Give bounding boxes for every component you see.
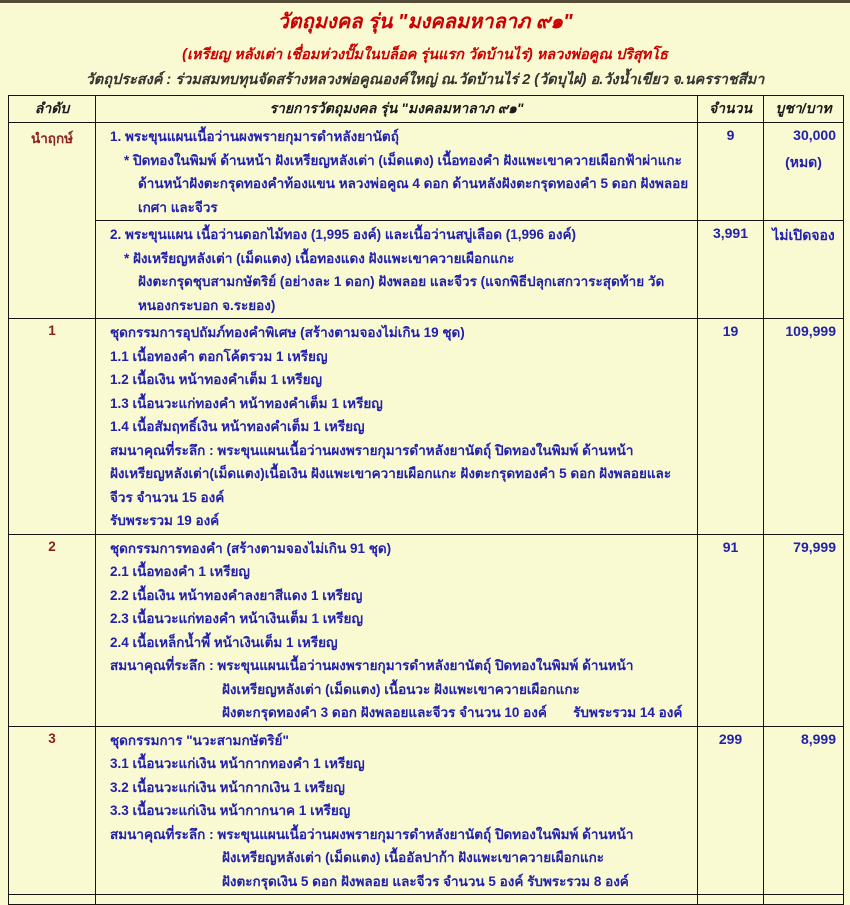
price-value: 109,999 <box>785 323 836 339</box>
price-cell <box>764 726 844 895</box>
page-purpose-line: วัตถุประสงค์ : ร่วมสมทบทุนจัดสร้างหลวงพ่อคูณองค์ใหญ่ ณ.วัดบ้านไร่ 2 (วัดบุไผ่) อ.วังน้ำเขียว จ.นครราชสีมา <box>85 72 765 88</box>
item-line: 2.3 เนื้อนวะแก่ทองคำ หน้าเงินเต็ม 1 เหรียญ <box>110 611 363 626</box>
item-line: * ปิดทองในพิมพ์ ด้านหน้า ฝังเหรียญหลังเต่า (เม็ดแตง) เนื้อทองคำ ฝังแพะเขาควายเผือกฟ้าผ่าแกะ <box>124 152 682 168</box>
item-line: ฝังตะกรุดเงิน 5 ดอก ฝังพลอย และจีวร จำนวน 5 องค์ รับพระรวม 8 องค์ <box>222 873 629 889</box>
item-line: ชุดกรรมการ "นวะสามกษัตริย์" <box>110 732 289 748</box>
qty-cell: 3,991 <box>698 221 764 319</box>
item-line: สมนาคุณที่ระลึก : พระขุนแผนเนื้อว่านผงพรายกุมารดำหลังยานัตถุ์ ปิดทองในพิมพ์ ด้านหน้า <box>110 826 634 842</box>
page-subtitle: (เหรียญ หลังเต่า เชื่อมห่วงปั๊มในบล็อค รุ่นแรก วัดบ้านไร่) หลวงพ่อคูณ ปริสุทโธ <box>182 47 668 63</box>
item-line: ชุดกรรมการอุปถัมภ์ทองคำพิเศษ (สร้างตามจองไม่เกิน 19 ชุด) <box>110 325 465 340</box>
item-line: 3.3 เนื้อนวะแก่เงิน หน้ากากนาค 1 เหรียญ <box>110 803 351 818</box>
item-line: ฝังเหรียญหลังเต่า(เม็ดแตง)เนื้อเงิน ฝังแพะเขาควายเผือกแกะ ฝังตะกรุดทองคำ 5 ดอก ฝังพลอยและจีวร จำนวน 15 องค์ <box>110 466 672 505</box>
price-value: 79,999 <box>793 538 836 555</box>
item-line: ฝังเหรียญหลังเต่า (เม็ดแตง) เนื้ออัลปาก้า ฝังแพะเขาควายเผือกแกะ <box>222 850 605 865</box>
table-row <box>9 221 844 319</box>
order-cell: 3 <box>9 726 96 895</box>
item-cell <box>96 319 698 535</box>
price-cell <box>764 221 844 319</box>
item-cell <box>96 726 698 895</box>
top-edge-strip <box>0 0 850 3</box>
qty-cell: 9 <box>698 123 764 221</box>
item-line: รับพระรวม 19 องค์ <box>110 513 220 528</box>
table-row <box>9 319 844 535</box>
page-title: วัตถุมงคล รุ่น "มงคลมหาลาภ ๙๑" <box>277 11 573 33</box>
price-cell <box>764 123 844 221</box>
item-line: ฝังตะกรุดชุบสามกษัตริย์ (อย่างละ 1 ดอก) ฝังพลอย และจีวร (แจกพิธีปลุกเสกวาระสุดท้าย วัดหนองกระบอก จ.ระยอง) <box>138 274 665 313</box>
qty-cell: 19 <box>698 319 764 535</box>
table-row <box>9 726 844 895</box>
empty-cell <box>764 895 844 905</box>
price-cell <box>764 319 844 535</box>
amulet-price-table <box>8 95 844 905</box>
price-note: (หมด) <box>785 154 822 170</box>
item-cell <box>96 534 698 726</box>
item-line: 1.4 เนื้อสัมฤทธิ์เงิน หน้าทองคำเต็ม 1 เหรียญ <box>110 419 365 434</box>
empty-cell <box>9 895 96 905</box>
item-line: 3.1 เนื้อนวะแก่เงิน หน้ากากทองคำ 1 เหรียญ <box>110 756 365 771</box>
col-header-item: รายการวัตถุมงคล รุ่น "มงคลมหาลาภ ๙๑" <box>96 96 698 123</box>
item-line: 1.1 เนื้อทองคำ ตอกโค้ตรวม 1 เหรียญ <box>110 348 328 364</box>
item-line: ฝังเหรียญหลังเต่า (เม็ดแตง) เนื้อนวะ ฝังแพะเขาควายเผือกแกะ <box>222 681 580 697</box>
col-header-price: บูชา/บาท <box>764 96 844 123</box>
col-header-order: ลำดับ <box>9 96 96 123</box>
item-line: 2. พระขุนแผน เนื้อว่านดอกไม้ทอง (1,995 องค์) และเนื้อว่านสบู่เลือด (1,996 องค์) <box>110 227 577 242</box>
item-line: * ฝังเหรียญหลังเต่า (เม็ดแตง) เนื้อทองแดง ฝังแพะเขาควายเผือกแกะ <box>124 250 515 266</box>
col-header-qty: จำนวน <box>698 96 764 123</box>
item-cell <box>96 123 698 221</box>
item-line: ฝังตะกรุดทองคำ 3 ดอก ฝังพลอยและจีวร จำนวน 10 องค์ รับพระรวม 14 องค์ <box>222 705 683 720</box>
price-value: ไม่เปิดจอง <box>772 227 835 243</box>
price-cell <box>764 534 844 726</box>
item-line: สมนาคุณที่ระลึก : พระขุนแผนเนื้อว่านผงพรายกุมารดำหลังยานัตถุ์ ปิดทองในพิมพ์ ด้านหน้า <box>110 442 634 458</box>
order-cell: 2 <box>9 534 96 726</box>
order-cell: นำฤกษ์ <box>9 123 96 319</box>
item-line: 3.2 เนื้อนวะแก่เงิน หน้ากากเงิน 1 เหรียญ <box>110 779 345 795</box>
item-line: 2.1 เนื้อทองคำ 1 เหรียญ <box>110 564 250 579</box>
order-cell: 1 <box>9 319 96 535</box>
table-row <box>9 123 844 221</box>
item-cell <box>96 221 698 319</box>
table-row <box>9 534 844 726</box>
item-line: ด้านหน้าฝังตะกรุดทองคำท้องแขน หลวงพ่อคูณ 4 ดอก ด้านหลังฝังตะกรุดทองคำ 5 ดอก ฝังพลอย เกศา และจีวร <box>138 176 692 215</box>
qty-cell: 91 <box>698 534 764 726</box>
price-value: 8,999 <box>800 730 836 747</box>
price-value: 30,000 <box>793 127 836 143</box>
item-line: 1.2 เนื้อเงิน หน้าทองคำเต็ม 1 เหรียญ <box>110 372 323 387</box>
item-line: สมนาคุณที่ระลึก : พระขุนแผนเนื้อว่านผงพรายกุมารดำหลังยานัตถุ์ ปิดทองในพิมพ์ ด้านหน้า <box>110 658 634 673</box>
item-line: 2.2 เนื้อเงิน หน้าทองคำลงยาสีแดง 1 เหรียญ <box>110 587 363 603</box>
table-header-row <box>9 96 844 123</box>
item-line: ชุดกรรมการทองคำ (สร้างตามจองไม่เกิน 91 ชุด) <box>110 540 392 556</box>
item-line: 1.3 เนื้อนวะแก่ทองคำ หน้าทองคำเต็ม 1 เหรียญ <box>110 395 383 411</box>
item-line: 2.4 เนื้อเหล็กน้ำพี้ หน้าเงินเต็ม 1 เหรียญ <box>110 634 338 650</box>
empty-cell <box>96 895 698 905</box>
qty-cell: 299 <box>698 726 764 895</box>
table-row-partial <box>9 895 844 905</box>
item-line: 1. พระขุนแผนเนื้อว่านผงพรายกุมารดำหลังยานัตถุ์ <box>110 129 399 144</box>
empty-cell <box>698 895 764 905</box>
